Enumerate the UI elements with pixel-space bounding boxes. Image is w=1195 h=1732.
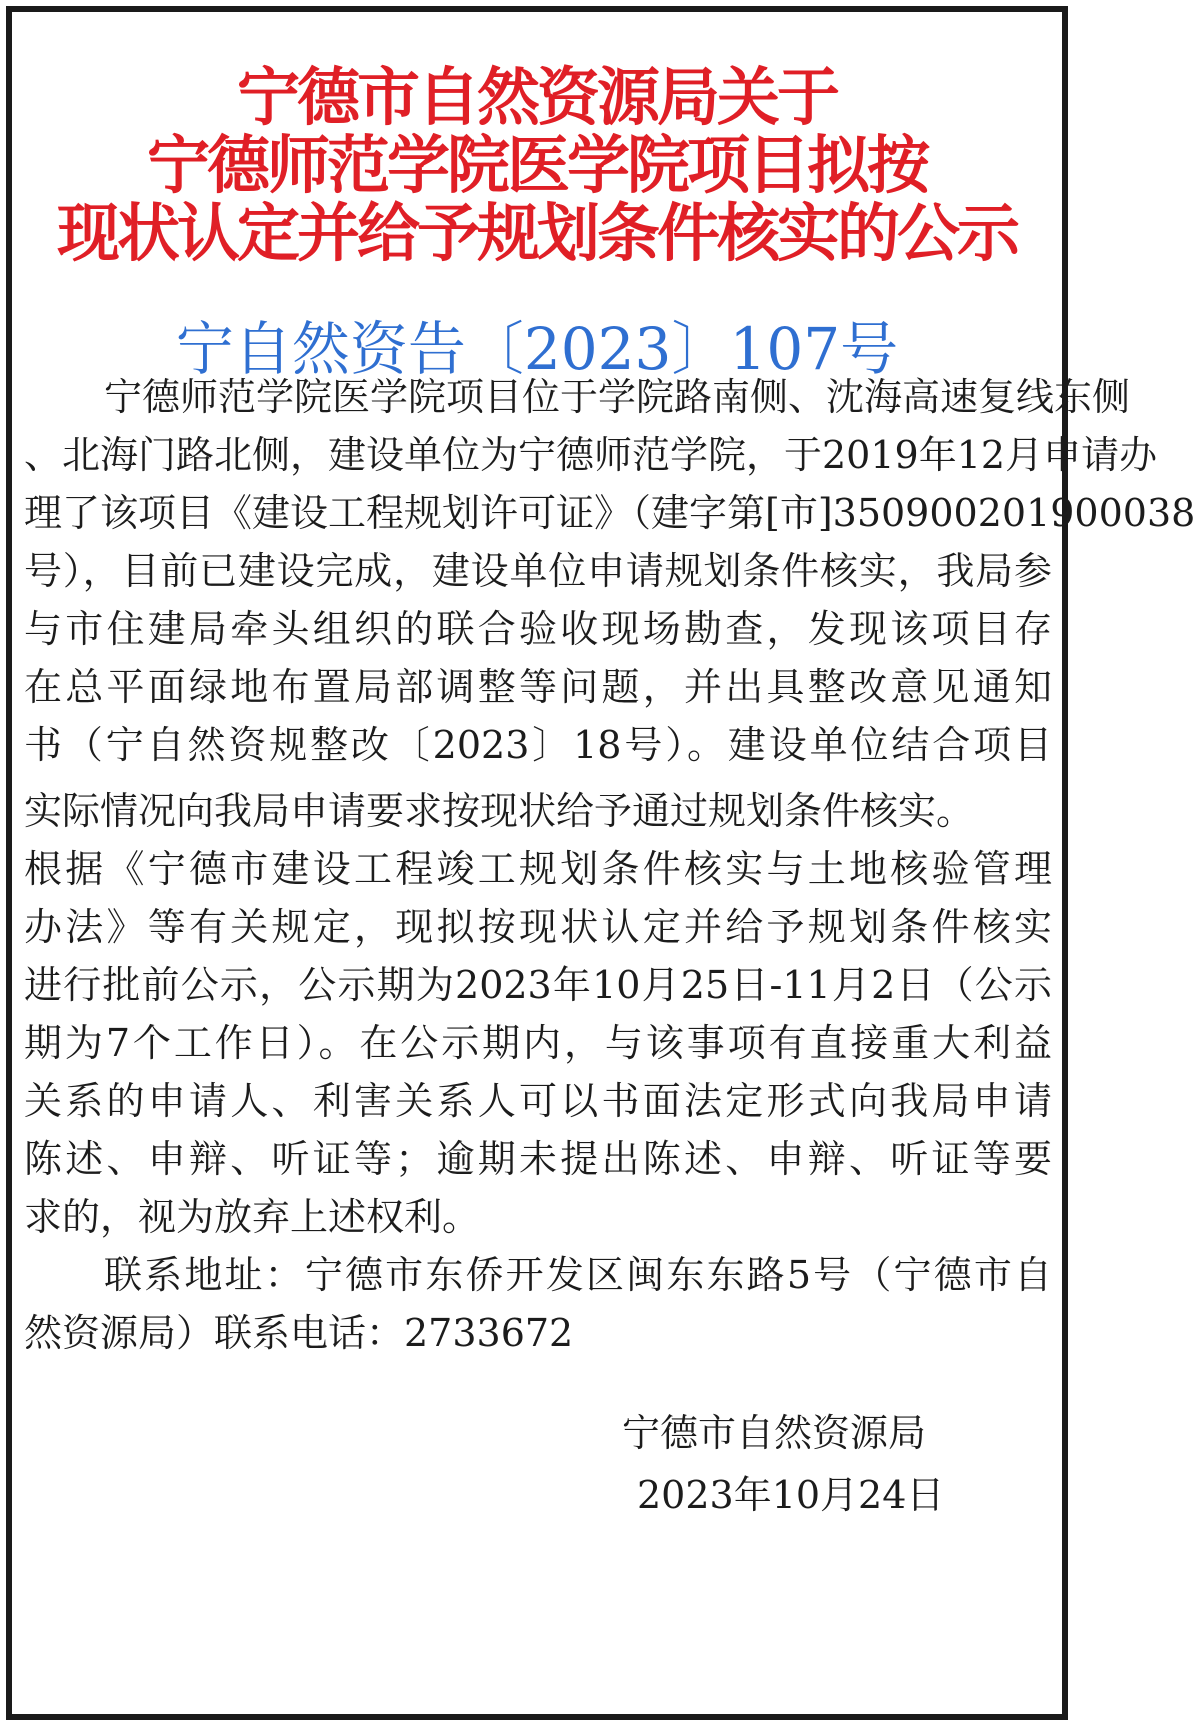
notice-title-line-1: 宁德市自然资源局关于 [237, 61, 837, 134]
notice-frame [6, 6, 1195, 1720]
signature-org: 宁德市自然资源局 [622, 1411, 927, 1455]
body-line: 与市住建局牵头组织的联合验收现场勘查，发现该项目存 [24, 607, 1052, 651]
body-line: 期为7个工作日）。在公示期内，与该事项有直接重大利益 [24, 1021, 1052, 1065]
signature-date: 2023年10月24日 [637, 1473, 945, 1517]
body-line: 根据《宁德市建设工程竣工规划条件核实与土地核验管理 [24, 847, 1052, 891]
body-line: 关系的申请人、利害关系人可以书面法定形式向我局申请 [24, 1079, 1052, 1123]
body-line: 陈述、申辩、听证等；逾期未提出陈述、申辩、听证等要 [24, 1137, 1052, 1181]
body-line: 求的，视为放弃上述权利。 [24, 1195, 481, 1239]
body-line: 号），目前已建设完成，建设单位申请规划条件核实，我局参 [24, 549, 1052, 593]
contact-address: 联系地址：宁德市东侨开发区闽东东路5号（宁德市自 [104, 1253, 1052, 1297]
body-line: 宁德师范学院医学院项目位于学院路南侧、沈海高速复线东侧 [104, 375, 1131, 419]
document-number: 宁自然资告〔2023〕107号 [175, 315, 899, 383]
body-line: 实际情况向我局申请要求按现状给予通过规划条件核实。 [24, 789, 975, 833]
body-line: 办法》等有关规定，现拟按现状认定并给予规划条件核实 [24, 905, 1052, 949]
body-line: 在总平面绿地布置局部调整等问题，并出具整改意见通知 [24, 665, 1052, 709]
body-line: 进行批前公示，公示期为2023年10月25日-11月2日（公示 [24, 963, 1052, 1007]
notice-title-line-3: 现状认定并给予规划条件核实的公示 [57, 197, 1017, 270]
body-line: 书（宁自然资规整改〔2023〕18号）。建设单位结合项目 [24, 723, 1052, 767]
contact-phone: 然资源局）联系电话：2733672 [24, 1311, 574, 1355]
body-line: 、北海门路北侧，建设单位为宁德师范学院，于2019年12月申请办 [24, 433, 1158, 477]
body-line: 理了该项目《建设工程规划许可证》（建字第[市]350900201900038 [24, 491, 1195, 535]
notice-title-line-2: 宁德师范学院医学院项目拟按 [147, 129, 927, 202]
